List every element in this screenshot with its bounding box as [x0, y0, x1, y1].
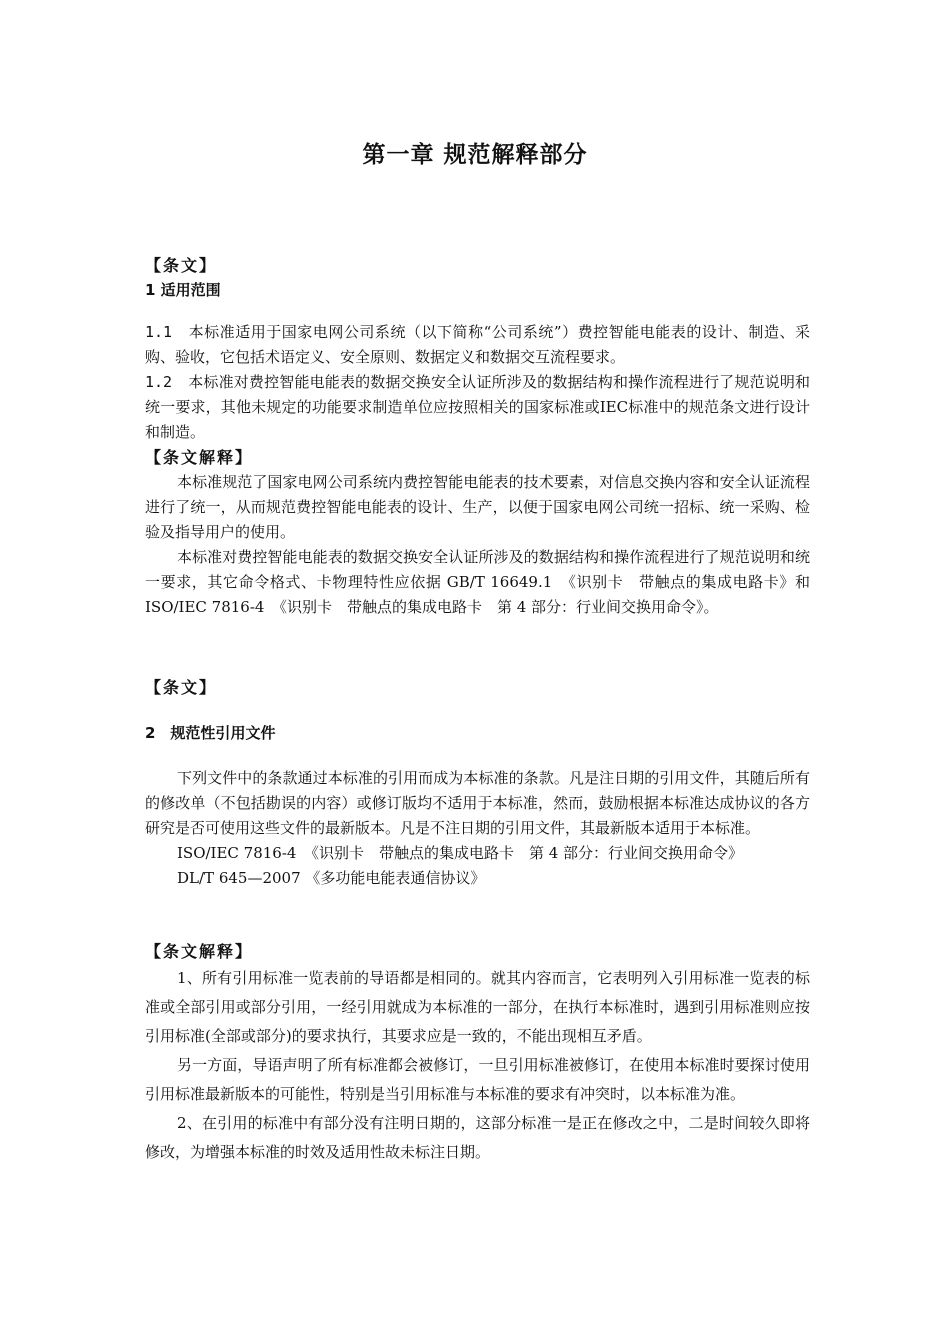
clause-number: 1.1 — [145, 323, 173, 341]
clause-text: 本标准对费控智能电能表的数据交换安全认证所涉及的数据结构和操作流程进行了规范说明和统一要求，其他未规定的功能要求制造单位应按照相关的国家标准或IEC标准中的规范条文进行设计和制造。 — [145, 373, 810, 441]
interpretation-paragraph: 1、所有引用标准一览表前的导语都是相同的。就其内容而言，它表明列入引用标准一览表的标准或全部引用或部分引用，一经引用就成为本标准的一部分，在执行本标准时，遇到引用标准则应按引用标准(全部或部分)的要求执行，其要求应是一致的，不能出现相互矛盾。 — [145, 969, 810, 1045]
clause-1-2 — [145, 370, 810, 445]
normative-intro: 下列文件中的条款通过本标准的引用而成为本标准的条款。凡是注日期的引用文件，其随后所有的修改单（不包括勘误的内容）或修订版均不适用于本标准，然而，鼓励根据本标准达成协议的各方研究是否可使用这些文件的最新版本。凡是不注日期的引用文件，其最新版本适用于本标准。 — [145, 769, 810, 837]
section-2-heading-wrap — [145, 721, 810, 745]
interpretation-paragraph: 本标准规范了国家电网公司系统内费控智能电能表的技术要素，对信息交换内容和安全认证流程进行了统一，从而规范费控智能电能表的设计、生产，以便于国家电网公司统一招标、统一采购、检验及指导用户的使用。 — [145, 473, 810, 541]
section-1-clauses — [145, 320, 810, 445]
section-2-article-label-wrap — [145, 676, 810, 700]
clause-text: 本标准适用于国家电网公司系统（以下简称“公司系统”）费控智能电能表的设计、制造、采购、验收，它包括术语定义、安全原则、数据定义和数据交互流程要求。 — [145, 323, 810, 366]
section-1-interpretation — [145, 446, 810, 620]
section-2-interpretation — [145, 940, 810, 1167]
section-heading: 1 适用范围 — [145, 281, 221, 299]
clause-1-1 — [145, 320, 810, 370]
article-label: 【条文】 — [145, 256, 218, 275]
interpretation-label: 【条文解释】 — [145, 448, 254, 467]
interpretation-paragraph: 另一方面，导语声明了所有标准都会被修订，一旦引用标准被修订，在使用本标准时要探讨使用引用标准最新版本的可能性，特别是当引用标准与本标准的要求有冲突时，以本标准为准。 — [145, 1056, 810, 1103]
section-2-body — [145, 766, 810, 891]
interpretation-label: 【条文解释】 — [145, 942, 254, 961]
interpretation-paragraph: 本标准对费控智能电能表的数据交换安全认证所涉及的数据结构和操作流程进行了规范说明和统一要求，其它命令格式、卡物理特性应依据 GB/T 16649.1 《识别卡 带触点的集成电路卡》和 ISO/IEC 7816-4 《识别卡 带触点的集成电路卡 第 4 部分：行业间交换用命令》。 — [145, 548, 810, 616]
section-1-article — [145, 254, 810, 302]
interpretation-paragraph: 2、在引用的标准中有部分没有注明日期的，这部分标准一是正在修改之中，二是时间较久即将修改，为增强本标准的时效及适用性故未标注日期。 — [145, 1114, 810, 1161]
clause-number: 1.2 — [145, 373, 173, 391]
reference-item: DL/T 645—2007 《多功能电能表通信协议》 — [177, 869, 486, 887]
reference-item: ISO/IEC 7816-4 《识别卡 带触点的集成电路卡 第 4 部分：行业间交换用命令》 — [177, 844, 744, 862]
article-label: 【条文】 — [145, 678, 218, 697]
chapter-title: 第一章 规范解释部分 — [362, 142, 588, 168]
section-heading: 2 规范性引用文件 — [145, 724, 276, 742]
